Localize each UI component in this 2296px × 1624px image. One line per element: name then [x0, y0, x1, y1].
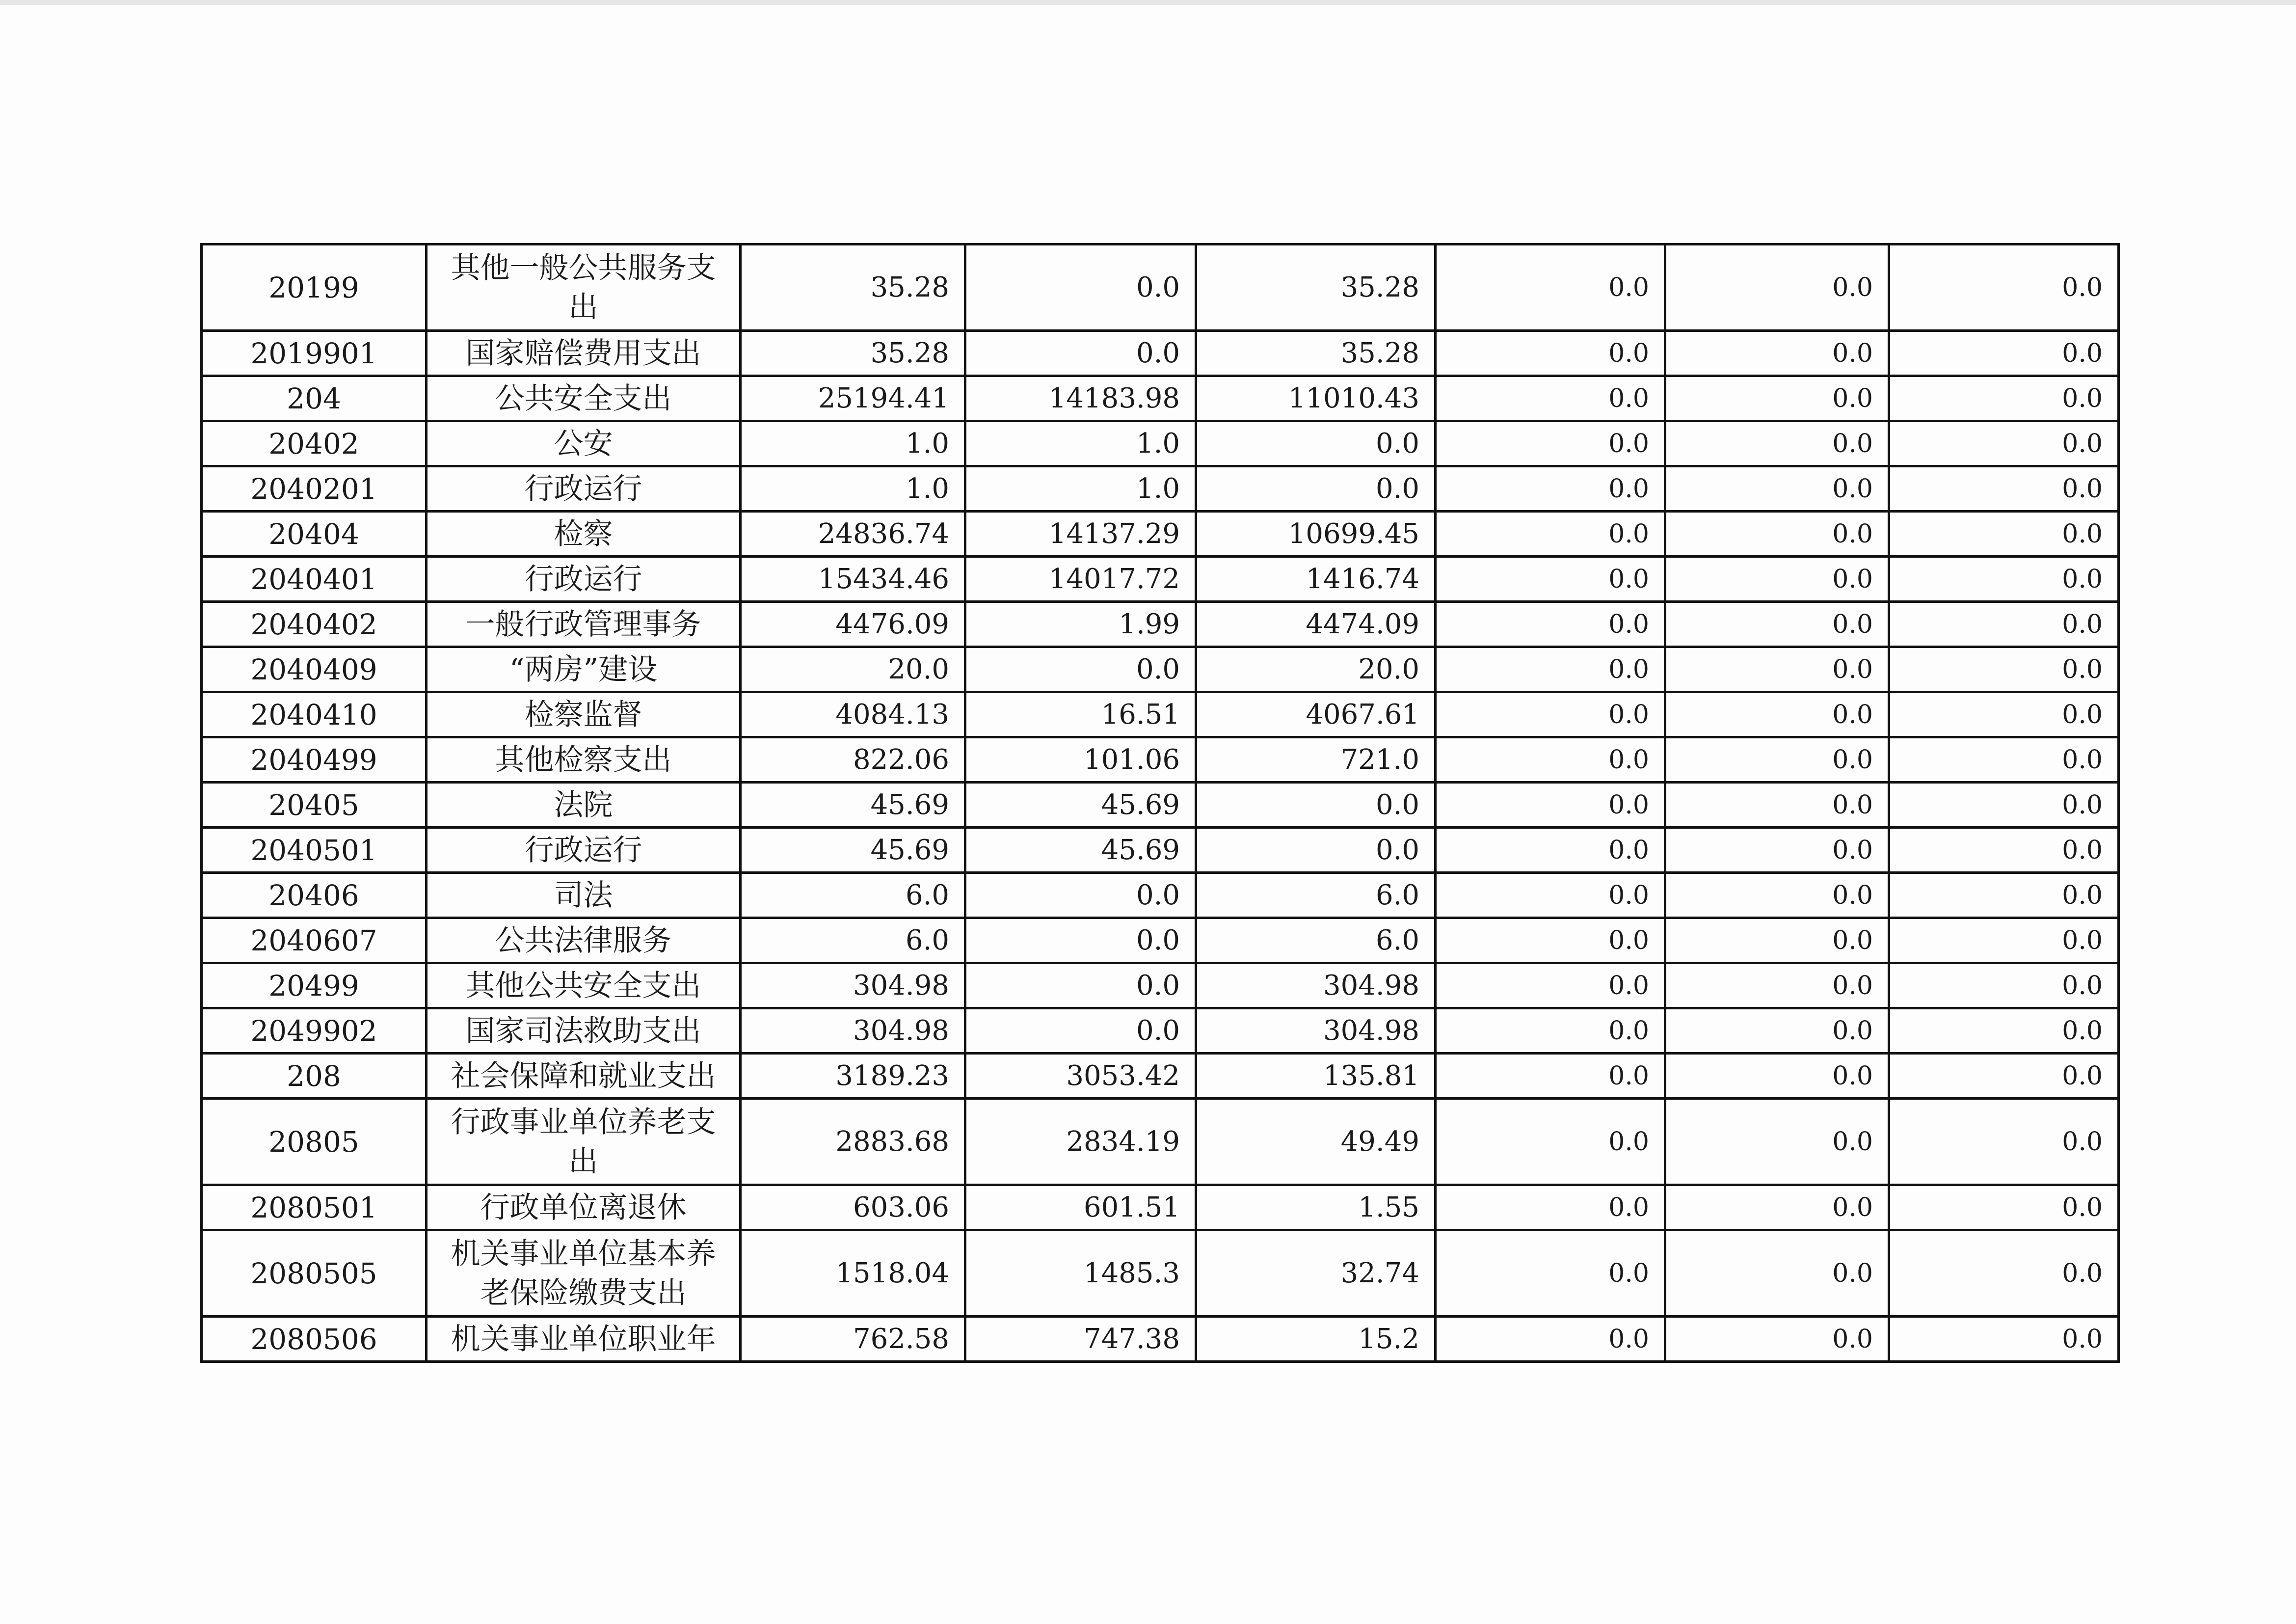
amount-cell-col-5: 0.0	[1665, 331, 1889, 376]
subject-code-cell: 20199	[202, 244, 427, 331]
amount-cell-col-2: 101.06	[965, 737, 1196, 783]
amount-cell-col-6: 0.0	[1889, 963, 2119, 1008]
budget-expenditure-table	[200, 243, 2120, 1363]
subject-name-cell: “两房”建设	[427, 647, 741, 692]
amount-cell-col-2: 0.0	[965, 647, 1196, 692]
amount-cell-col-5: 0.0	[1665, 244, 1889, 331]
amount-cell-col-3: 1.55	[1196, 1185, 1436, 1230]
amount-cell-col-4: 0.0	[1436, 783, 1665, 828]
amount-cell-col-3: 15.2	[1196, 1317, 1436, 1362]
amount-cell-col-5: 0.0	[1665, 1317, 1889, 1362]
table-row	[202, 1230, 2119, 1317]
subject-name-cell: 国家赔偿费用支出	[427, 331, 741, 376]
amount-cell-col-6: 0.0	[1889, 1230, 2119, 1317]
amount-cell-col-1: 20.0	[741, 647, 965, 692]
amount-cell-col-1: 1.0	[741, 466, 965, 512]
amount-cell-col-3: 35.28	[1196, 331, 1436, 376]
amount-cell-col-2: 0.0	[965, 873, 1196, 918]
subject-name-cell: 司法	[427, 873, 741, 918]
amount-cell-col-5: 0.0	[1665, 421, 1889, 466]
amount-cell-col-3: 32.74	[1196, 1230, 1436, 1317]
table-row	[202, 692, 2119, 737]
amount-cell-col-5: 0.0	[1665, 602, 1889, 647]
subject-name-cell: 检察	[427, 512, 741, 557]
amount-cell-col-2: 601.51	[965, 1185, 1196, 1230]
subject-name-cell: 法院	[427, 783, 741, 828]
amount-cell-col-1: 6.0	[741, 918, 965, 963]
amount-cell-col-6: 0.0	[1889, 512, 2119, 557]
amount-cell-col-2: 14017.72	[965, 557, 1196, 602]
amount-cell-col-1: 35.28	[741, 244, 965, 331]
amount-cell-col-6: 0.0	[1889, 244, 2119, 331]
amount-cell-col-4: 0.0	[1436, 376, 1665, 421]
amount-cell-col-5: 0.0	[1665, 647, 1889, 692]
amount-cell-col-2: 1485.3	[965, 1230, 1196, 1317]
subject-name-cell: 行政事业单位养老支出	[427, 1099, 741, 1185]
amount-cell-col-2: 0.0	[965, 963, 1196, 1008]
amount-cell-col-1: 6.0	[741, 873, 965, 918]
amount-cell-col-5: 0.0	[1665, 783, 1889, 828]
table-row	[202, 466, 2119, 512]
subject-name-cell: 公安	[427, 421, 741, 466]
subject-code-cell: 2040607	[202, 918, 427, 963]
amount-cell-col-5: 0.0	[1665, 828, 1889, 873]
subject-code-cell: 2019901	[202, 331, 427, 376]
table-row	[202, 737, 2119, 783]
amount-cell-col-1: 45.69	[741, 783, 965, 828]
subject-name-cell: 国家司法救助支出	[427, 1008, 741, 1054]
amount-cell-col-1: 1518.04	[741, 1230, 965, 1317]
amount-cell-col-2: 2834.19	[965, 1099, 1196, 1185]
amount-cell-col-4: 0.0	[1436, 1230, 1665, 1317]
amount-cell-col-2: 45.69	[965, 783, 1196, 828]
subject-code-cell: 2040499	[202, 737, 427, 783]
amount-cell-col-4: 0.0	[1436, 244, 1665, 331]
table-row	[202, 1054, 2119, 1099]
amount-cell-col-6: 0.0	[1889, 783, 2119, 828]
amount-cell-col-3: 0.0	[1196, 828, 1436, 873]
amount-cell-col-3: 0.0	[1196, 783, 1436, 828]
table-row	[202, 1317, 2119, 1362]
subject-code-cell: 2040501	[202, 828, 427, 873]
amount-cell-col-1: 24836.74	[741, 512, 965, 557]
table-row	[202, 244, 2119, 331]
amount-cell-col-4: 0.0	[1436, 1054, 1665, 1099]
amount-cell-col-6: 0.0	[1889, 873, 2119, 918]
amount-cell-col-2: 0.0	[965, 1008, 1196, 1054]
table-row	[202, 1008, 2119, 1054]
amount-cell-col-2: 0.0	[965, 244, 1196, 331]
amount-cell-col-1: 3189.23	[741, 1054, 965, 1099]
amount-cell-col-2: 14137.29	[965, 512, 1196, 557]
amount-cell-col-6: 0.0	[1889, 557, 2119, 602]
subject-code-cell: 2049902	[202, 1008, 427, 1054]
subject-code-cell: 20404	[202, 512, 427, 557]
amount-cell-col-6: 0.0	[1889, 376, 2119, 421]
amount-cell-col-3: 721.0	[1196, 737, 1436, 783]
subject-code-cell: 20499	[202, 963, 427, 1008]
amount-cell-col-3: 49.49	[1196, 1099, 1436, 1185]
subject-name-cell: 公共法律服务	[427, 918, 741, 963]
subject-name-cell: 其他公共安全支出	[427, 963, 741, 1008]
amount-cell-col-5: 0.0	[1665, 963, 1889, 1008]
subject-code-cell: 20405	[202, 783, 427, 828]
amount-cell-col-3: 4067.61	[1196, 692, 1436, 737]
table-row	[202, 918, 2119, 963]
table-row	[202, 963, 2119, 1008]
amount-cell-col-3: 6.0	[1196, 873, 1436, 918]
amount-cell-col-2: 1.0	[965, 466, 1196, 512]
amount-cell-col-1: 1.0	[741, 421, 965, 466]
amount-cell-col-3: 35.28	[1196, 244, 1436, 331]
amount-cell-col-4: 0.0	[1436, 737, 1665, 783]
amount-cell-col-6: 0.0	[1889, 602, 2119, 647]
table-row	[202, 557, 2119, 602]
amount-cell-col-1: 35.28	[741, 331, 965, 376]
subject-name-cell: 公共安全支出	[427, 376, 741, 421]
table-row	[202, 376, 2119, 421]
amount-cell-col-4: 0.0	[1436, 466, 1665, 512]
amount-cell-col-3: 4474.09	[1196, 602, 1436, 647]
amount-cell-col-4: 0.0	[1436, 647, 1665, 692]
amount-cell-col-6: 0.0	[1889, 647, 2119, 692]
table-row	[202, 1185, 2119, 1230]
amount-cell-col-1: 822.06	[741, 737, 965, 783]
amount-cell-col-3: 0.0	[1196, 421, 1436, 466]
subject-code-cell: 2040410	[202, 692, 427, 737]
amount-cell-col-5: 0.0	[1665, 1054, 1889, 1099]
amount-cell-col-3: 10699.45	[1196, 512, 1436, 557]
amount-cell-col-3: 20.0	[1196, 647, 1436, 692]
amount-cell-col-1: 2883.68	[741, 1099, 965, 1185]
subject-name-cell: 行政运行	[427, 466, 741, 512]
table-row	[202, 1099, 2119, 1185]
amount-cell-col-1: 45.69	[741, 828, 965, 873]
amount-cell-col-6: 0.0	[1889, 1185, 2119, 1230]
subject-code-cell: 2040201	[202, 466, 427, 512]
subject-code-cell: 2080501	[202, 1185, 427, 1230]
subject-code-cell: 2080506	[202, 1317, 427, 1362]
amount-cell-col-4: 0.0	[1436, 1317, 1665, 1362]
subject-code-cell: 20805	[202, 1099, 427, 1185]
amount-cell-col-6: 0.0	[1889, 1099, 2119, 1185]
table-row	[202, 873, 2119, 918]
subject-code-cell: 20402	[202, 421, 427, 466]
amount-cell-col-2: 3053.42	[965, 1054, 1196, 1099]
table-row	[202, 783, 2119, 828]
amount-cell-col-5: 0.0	[1665, 1185, 1889, 1230]
subject-name-cell: 其他一般公共服务支出	[427, 244, 741, 331]
table-row	[202, 421, 2119, 466]
subject-name-cell: 一般行政管理事务	[427, 602, 741, 647]
subject-code-cell: 204	[202, 376, 427, 421]
amount-cell-col-5: 0.0	[1665, 557, 1889, 602]
amount-cell-col-2: 1.99	[965, 602, 1196, 647]
subject-name-cell: 社会保障和就业支出	[427, 1054, 741, 1099]
amount-cell-col-1: 15434.46	[741, 557, 965, 602]
amount-cell-col-3: 6.0	[1196, 918, 1436, 963]
amount-cell-col-2: 14183.98	[965, 376, 1196, 421]
amount-cell-col-5: 0.0	[1665, 918, 1889, 963]
amount-cell-col-6: 0.0	[1889, 692, 2119, 737]
amount-cell-col-6: 0.0	[1889, 1008, 2119, 1054]
amount-cell-col-6: 0.0	[1889, 1054, 2119, 1099]
table-row	[202, 602, 2119, 647]
subject-code-cell: 20406	[202, 873, 427, 918]
subject-name-cell: 其他检察支出	[427, 737, 741, 783]
table-row	[202, 647, 2119, 692]
subject-code-cell: 2080505	[202, 1230, 427, 1317]
amount-cell-col-4: 0.0	[1436, 692, 1665, 737]
amount-cell-col-6: 0.0	[1889, 421, 2119, 466]
amount-cell-col-4: 0.0	[1436, 1185, 1665, 1230]
amount-cell-col-4: 0.0	[1436, 1099, 1665, 1185]
amount-cell-col-5: 0.0	[1665, 1099, 1889, 1185]
amount-cell-col-4: 0.0	[1436, 602, 1665, 647]
amount-cell-col-2: 747.38	[965, 1317, 1196, 1362]
subject-code-cell: 2040402	[202, 602, 427, 647]
amount-cell-col-3: 1416.74	[1196, 557, 1436, 602]
amount-cell-col-4: 0.0	[1436, 918, 1665, 963]
amount-cell-col-1: 762.58	[741, 1317, 965, 1362]
amount-cell-col-1: 304.98	[741, 963, 965, 1008]
amount-cell-col-2: 45.69	[965, 828, 1196, 873]
subject-name-cell: 检察监督	[427, 692, 741, 737]
amount-cell-col-5: 0.0	[1665, 692, 1889, 737]
amount-cell-col-3: 135.81	[1196, 1054, 1436, 1099]
amount-cell-col-4: 0.0	[1436, 512, 1665, 557]
amount-cell-col-6: 0.0	[1889, 331, 2119, 376]
amount-cell-col-5: 0.0	[1665, 512, 1889, 557]
amount-cell-col-6: 0.0	[1889, 1317, 2119, 1362]
amount-cell-col-5: 0.0	[1665, 873, 1889, 918]
amount-cell-col-4: 0.0	[1436, 873, 1665, 918]
subject-code-cell: 208	[202, 1054, 427, 1099]
amount-cell-col-2: 1.0	[965, 421, 1196, 466]
amount-cell-col-6: 0.0	[1889, 918, 2119, 963]
amount-cell-col-5: 0.0	[1665, 1230, 1889, 1317]
table-row	[202, 828, 2119, 873]
amount-cell-col-5: 0.0	[1665, 1008, 1889, 1054]
subject-code-cell: 2040401	[202, 557, 427, 602]
amount-cell-col-4: 0.0	[1436, 828, 1665, 873]
amount-cell-col-2: 16.51	[965, 692, 1196, 737]
subject-name-cell: 行政单位离退休	[427, 1185, 741, 1230]
amount-cell-col-3: 304.98	[1196, 963, 1436, 1008]
subject-name-cell: 行政运行	[427, 828, 741, 873]
amount-cell-col-2: 0.0	[965, 331, 1196, 376]
subject-code-cell: 2040409	[202, 647, 427, 692]
amount-cell-col-2: 0.0	[965, 918, 1196, 963]
subject-name-cell: 机关事业单位职业年	[427, 1317, 741, 1362]
subject-name-cell: 行政运行	[427, 557, 741, 602]
amount-cell-col-3: 11010.43	[1196, 376, 1436, 421]
amount-cell-col-1: 4084.13	[741, 692, 965, 737]
table-row	[202, 331, 2119, 376]
amount-cell-col-1: 603.06	[741, 1185, 965, 1230]
amount-cell-col-5: 0.0	[1665, 376, 1889, 421]
amount-cell-col-4: 0.0	[1436, 421, 1665, 466]
amount-cell-col-6: 0.0	[1889, 466, 2119, 512]
amount-cell-col-4: 0.0	[1436, 557, 1665, 602]
amount-cell-col-1: 304.98	[741, 1008, 965, 1054]
amount-cell-col-1: 4476.09	[741, 602, 965, 647]
table-row	[202, 512, 2119, 557]
amount-cell-col-1: 25194.41	[741, 376, 965, 421]
amount-cell-col-3: 0.0	[1196, 466, 1436, 512]
amount-cell-col-3: 304.98	[1196, 1008, 1436, 1054]
amount-cell-col-4: 0.0	[1436, 1008, 1665, 1054]
amount-cell-col-5: 0.0	[1665, 466, 1889, 512]
subject-name-cell: 机关事业单位基本养老保险缴费支出	[427, 1230, 741, 1317]
amount-cell-col-5: 0.0	[1665, 737, 1889, 783]
amount-cell-col-4: 0.0	[1436, 331, 1665, 376]
amount-cell-col-4: 0.0	[1436, 963, 1665, 1008]
amount-cell-col-6: 0.0	[1889, 737, 2119, 783]
table-body	[202, 244, 2119, 1362]
amount-cell-col-6: 0.0	[1889, 828, 2119, 873]
scan-top-edge	[0, 0, 2296, 5]
